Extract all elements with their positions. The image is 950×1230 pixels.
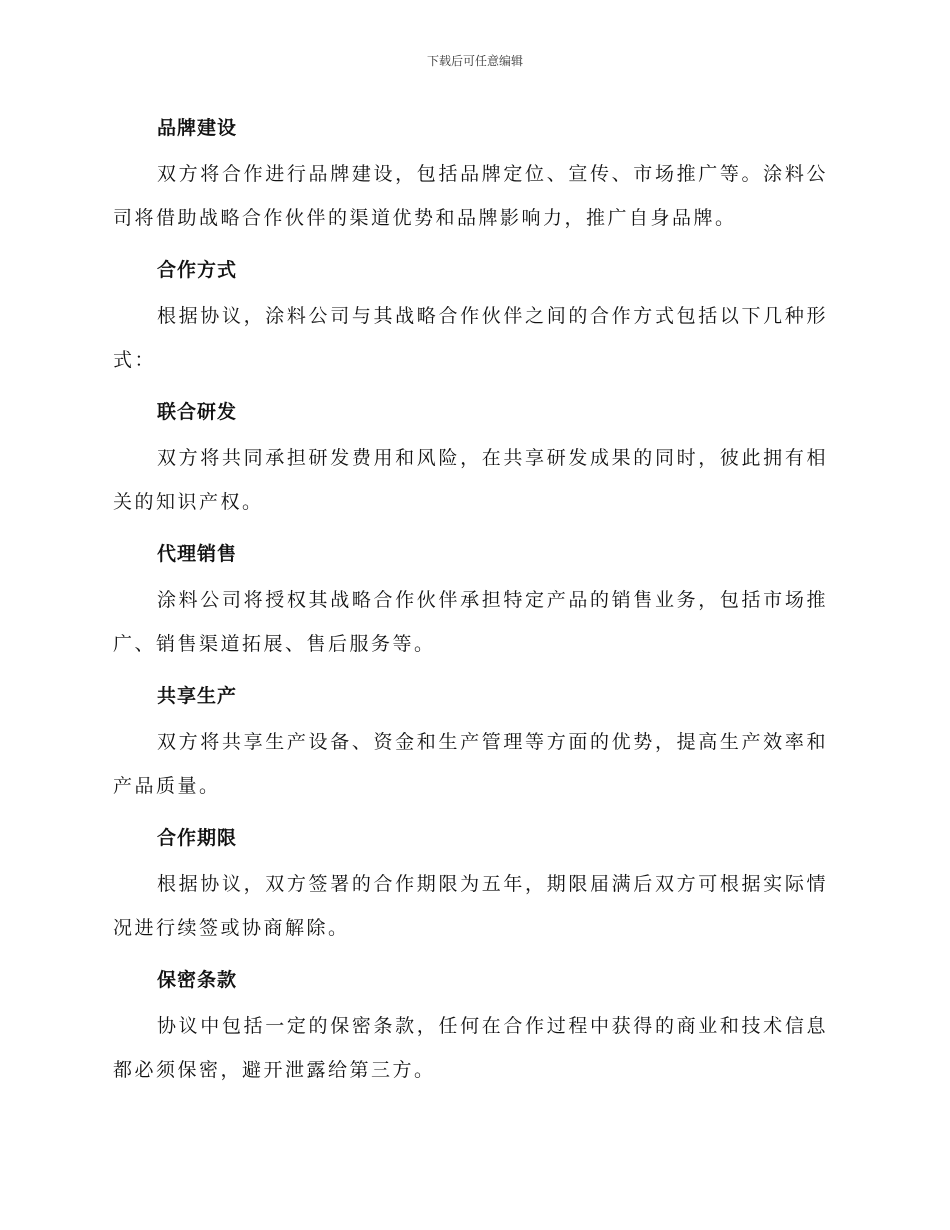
section-shared-production — [113, 672, 828, 808]
section-confidentiality — [113, 956, 828, 1092]
section-heading: 保密条款 — [157, 969, 238, 991]
section-paragraph: 根据协议，涂料公司与其战略合作伙伴之间的合作方式包括以下几种形式： — [113, 305, 828, 371]
section-paragraph: 协议中包括一定的保密条款，任何在合作过程中获得的商业和技术信息都必须保密，避开泄露给第三方。 — [113, 1015, 828, 1081]
section-heading: 代理销售 — [157, 543, 238, 565]
section-agency-sales — [113, 530, 828, 666]
section-cooperation-mode — [113, 246, 828, 382]
page-header: 下载后可任意编辑 — [426, 54, 523, 68]
document-body — [113, 104, 828, 1098]
section-brand — [113, 104, 828, 240]
section-heading: 合作期限 — [157, 827, 238, 849]
section-paragraph: 双方将共享生产设备、资金和生产管理等方面的优势，提高生产效率和产品质量。 — [113, 731, 828, 797]
section-heading: 合作方式 — [157, 259, 238, 281]
section-paragraph: 双方将合作进行品牌建设，包括品牌定位、宣传、市场推广等。涂料公司将借助战略合作伙伴的渠道优势和品牌影响力，推广自身品牌。 — [113, 163, 828, 229]
section-paragraph: 涂料公司将授权其战略合作伙伴承担特定产品的销售业务，包括市场推广、销售渠道拓展、售后服务等。 — [113, 589, 828, 655]
section-heading: 品牌建设 — [157, 117, 238, 139]
section-paragraph: 双方将共同承担研发费用和风险，在共享研发成果的同时，彼此拥有相关的知识产权。 — [113, 447, 828, 513]
section-heading: 共享生产 — [157, 685, 238, 707]
section-term — [113, 814, 828, 950]
section-heading: 联合研发 — [157, 401, 238, 423]
section-joint-rnd — [113, 388, 828, 524]
section-paragraph: 根据协议，双方签署的合作期限为五年，期限届满后双方可根据实际情况进行续签或协商解除。 — [113, 873, 828, 939]
